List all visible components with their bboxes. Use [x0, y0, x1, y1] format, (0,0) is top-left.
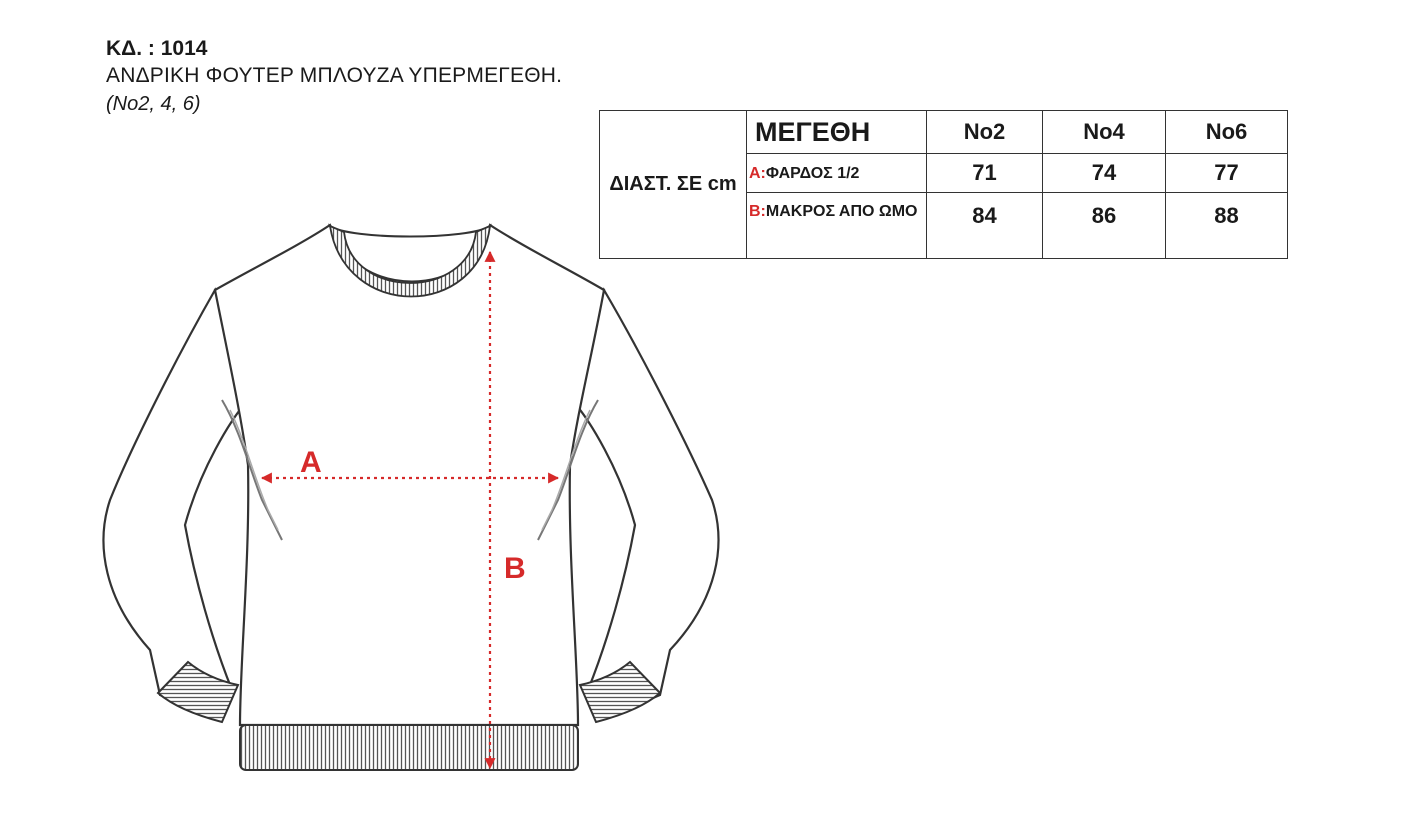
- measure-a-label: A: [300, 446, 322, 479]
- waistband: [240, 725, 578, 770]
- size-header-no6: No6: [1166, 111, 1288, 154]
- measurement-b-no2: 84: [927, 193, 1043, 259]
- measurement-a-no4: 74: [1043, 154, 1166, 193]
- measurement-b-key: B:: [749, 203, 766, 220]
- body-outline: [215, 225, 604, 725]
- measurement-b-name: ΜΑΚΡΟΣ ΑΠΟ ΩΜΟ: [765, 203, 918, 220]
- measurement-a-no2: 71: [927, 154, 1043, 193]
- size-header-no4: No4: [1043, 111, 1166, 154]
- product-sizes: (No2, 4, 6): [106, 93, 201, 115]
- product-code: ΚΔ. : 1014: [106, 37, 208, 60]
- sizes-header-label: ΜΕΓΕΘΗ: [747, 111, 927, 154]
- measurement-a-no6: 77: [1166, 154, 1288, 193]
- measurement-b-no6: 88: [1166, 193, 1288, 259]
- size-header-no2: No2: [927, 111, 1043, 154]
- measurement-a-name: ΦΑΡΔΟΣ 1/2: [765, 164, 860, 182]
- left-sleeve: [103, 290, 248, 720]
- measurement-a-key: A:: [749, 164, 766, 182]
- measurement-b-no4: 86: [1043, 193, 1166, 259]
- dimension-label: ΔΙΑΣΤ. ΣΕ cm: [600, 111, 747, 259]
- measure-b-label: B: [504, 552, 526, 585]
- product-description: ΑΝΔΡΙΚΗ ΦΟΥΤΕΡ ΜΠΛΟΥΖΑ ΥΠΕΡΜΕΓΕΘΗ.: [106, 64, 563, 87]
- right-sleeve: [572, 290, 718, 720]
